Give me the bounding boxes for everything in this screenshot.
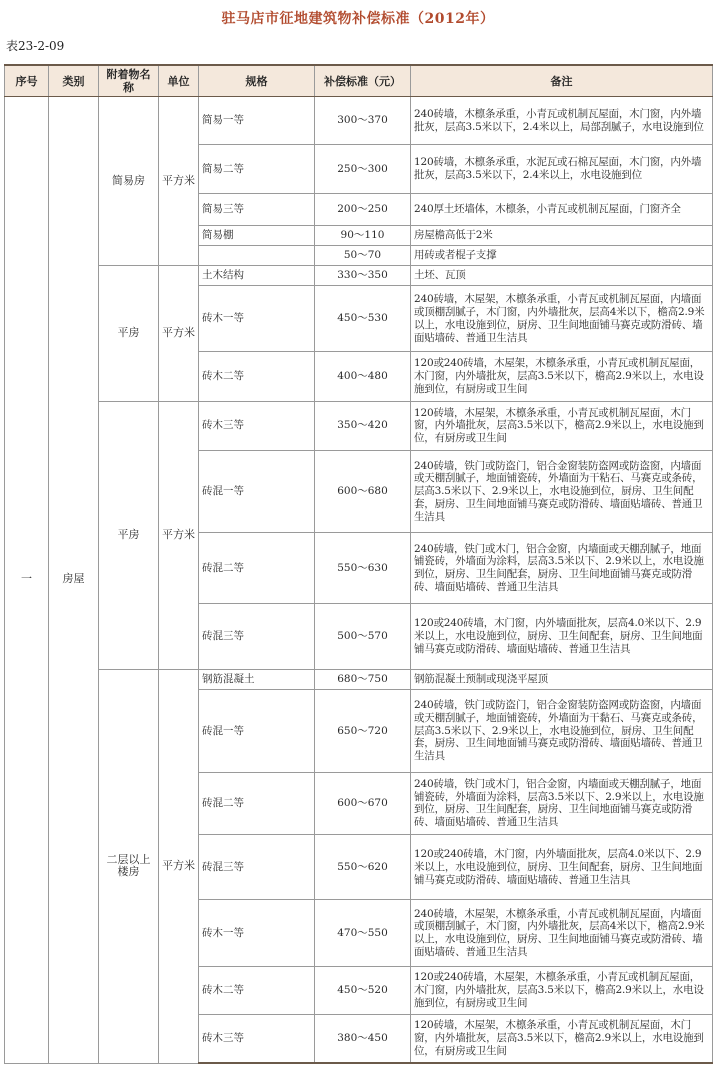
header-seq: 序号 bbox=[5, 65, 49, 97]
group-unit-cell: 平方米 bbox=[159, 97, 199, 266]
standard-cell: 350～420 bbox=[315, 401, 411, 450]
table-number: 表23-2-09 bbox=[6, 39, 65, 53]
header-attached-name: 附着物名称 bbox=[99, 65, 159, 97]
standard-cell: 450～530 bbox=[315, 286, 411, 352]
standard-cell: 450～520 bbox=[315, 966, 411, 1014]
remark-cell: 120砖墙，木屋架，木檩条承重，小青瓦或机制瓦屋面，木门窗，内外墙批灰，层高3.5米以下，檐高2.9米以上，水电设施到位，有厨房或卫生间 bbox=[411, 1015, 713, 1063]
spec-cell: 砖木二等 bbox=[199, 966, 315, 1014]
header-unit: 单位 bbox=[159, 65, 199, 97]
table-row bbox=[5, 670, 713, 690]
header-category: 类别 bbox=[49, 65, 99, 97]
table-row bbox=[5, 401, 713, 450]
standard-cell: 600～680 bbox=[315, 450, 411, 532]
remark-cell: 120或240砖墙，木屋架，木檩条承重，小青瓦或机制瓦屋面，木门窗，内外墙批灰，层高3.5米以下，檐高2.9米以上，水电设施到位，有厨房或卫生间 bbox=[411, 966, 713, 1014]
standard-cell: 680～750 bbox=[315, 670, 411, 690]
remark-cell: 120或240砖墙，木门窗，内外墙面批灰，层高4.0米以下、2.9米以上，水电设施到位，厨房、卫生间配套，厨房、卫生间地面铺马赛克或防滑砖、墙面贴墙砖、普通卫生洁具 bbox=[411, 603, 713, 669]
spec-cell: 砖混一等 bbox=[199, 450, 315, 532]
group-unit-cell: 平方米 bbox=[159, 265, 199, 401]
header-spec: 规格 bbox=[199, 65, 315, 97]
standard-cell: 380～450 bbox=[315, 1015, 411, 1063]
compensation-table bbox=[4, 64, 713, 1064]
group-unit-cell: 平方米 bbox=[159, 401, 199, 670]
spec-cell: 砖混三等 bbox=[199, 603, 315, 669]
spec-cell: 砖木一等 bbox=[199, 286, 315, 352]
remark-cell: 240砖墙，铁门或防盗门，铝合金窗装防盗网或防盗窗，内墙面或天棚刮腻子，地面铺瓷砖，外墙面为干黏石、马赛克或条砖，层高3.5米以下、2.9米以上，水电设施到位，厨房、卫生间配套，厨房、卫生间地面铺马赛克或防滑砖、墙面贴墙砖、普通卫生洁具 bbox=[411, 690, 713, 772]
spec-cell: 砖木三等 bbox=[199, 401, 315, 450]
standard-cell: 330～350 bbox=[315, 265, 411, 285]
header-remark: 备注 bbox=[411, 65, 713, 97]
remark-cell: 120或240砖墙，木门窗，内外墙面批灰，层高4.0米以下、2.9米以上，水电设施到位，厨房、卫生间配套，厨房、卫生间地面铺马赛克或防滑砖、墙面贴墙砖、普通卫生洁具 bbox=[411, 835, 713, 900]
remark-cell: 120砖墙，木屋架，木檩条承重，小青瓦或机制瓦屋面，木门窗，内外墙批灰，层高3.5米以下，檐高2.9米以上，水电设施到位，有厨房或卫生间 bbox=[411, 401, 713, 450]
remark-cell: 钢筋混凝土预制或现浇平屋顶 bbox=[411, 670, 713, 690]
group-name-cell: 简易房 bbox=[99, 97, 159, 266]
standard-cell: 90～110 bbox=[315, 225, 411, 245]
spec-cell: 砖木一等 bbox=[199, 900, 315, 966]
remark-cell: 用砖或者棍子支撑 bbox=[411, 245, 713, 265]
remark-cell: 120砖墙，木檩条承重，水泥瓦或石棉瓦屋面，木门窗，内外墙批灰，层高3.5米以下，2.4米以上，水电设施到位 bbox=[411, 145, 713, 193]
spec-cell: 简易三等 bbox=[199, 193, 315, 225]
spec-cell: 砖混二等 bbox=[199, 772, 315, 834]
header-standard: 补偿标准（元） bbox=[315, 65, 411, 97]
remark-cell: 240厚土坯墙体，木檩条，小青瓦或机制瓦屋面，门窗齐全 bbox=[411, 193, 713, 225]
spec-cell: 砖木二等 bbox=[199, 352, 315, 401]
remark-cell: 房屋檐高低于2米 bbox=[411, 225, 713, 245]
group-name-cell: 平房 bbox=[99, 401, 159, 670]
seq-cell: 一 bbox=[5, 97, 49, 1064]
standard-cell: 50～70 bbox=[315, 245, 411, 265]
standard-cell: 470～550 bbox=[315, 900, 411, 966]
spec-cell: 土木结构 bbox=[199, 265, 315, 285]
standard-cell: 500～570 bbox=[315, 603, 411, 669]
remark-cell: 240砖墙，铁门或防盗门，铝合金窗装防盗网或防盗窗，内墙面或天棚刮腻子，地面铺瓷砖，外墙面为干粘石、马赛克或条砖，层高3.5米以下、2.9米以上，水电设施到位，厨房、卫生间配套，厨房、卫生间地面铺马赛克或防滑砖、墙面贴墙砖、普通卫生洁具 bbox=[411, 450, 713, 532]
standard-cell: 200～250 bbox=[315, 193, 411, 225]
remark-cell: 240砖墙，木屋架，木檩条承重，小青瓦或机制瓦屋面，内墙面或顶棚刮腻子，木门窗，内外墙批灰，层高4米以下，檐高2.9米以上，水电设施到位，厨房、卫生间地面铺马赛克或防滑砖、墙面贴墙砖、普通卫生洁具 bbox=[411, 900, 713, 966]
spec-cell: 简易二等 bbox=[199, 145, 315, 193]
remark-cell: 240砖墙，铁门或木门，铝合金窗，内墙面或天棚刮腻子，地面铺瓷砖，外墙面为涂料，层高3.5米以下、2.9米以上，水电设施到位，厨房、卫生间配套，厨房、卫生间地面铺马赛克或防滑砖、墙面贴墙砖、普通卫生洁具 bbox=[411, 772, 713, 834]
spec-cell bbox=[199, 245, 315, 265]
standard-cell: 600～670 bbox=[315, 772, 411, 834]
spec-cell: 简易一等 bbox=[199, 97, 315, 145]
remark-cell: 240砖墙，铁门或木门，铝合金窗，内墙面或天棚刮腻子，地面铺瓷砖，外墙面为涂料，层高3.5米以下、2.9米以上，水电设施到位，厨房、卫生间配套，厨房、卫生间地面铺马赛克或防滑砖、墙面贴墙砖、普通卫生洁具 bbox=[411, 533, 713, 603]
group-name-cell: 二层以上楼房 bbox=[99, 670, 159, 1063]
category-cell: 房屋 bbox=[49, 97, 99, 1064]
standard-cell: 400～480 bbox=[315, 352, 411, 401]
remark-cell: 240砖墙，木屋架，木檩条承重，小青瓦或机制瓦屋面，内墙面或顶棚刮腻子，木门窗，内外墙批灰，层高4米以下，檐高2.9米以上，水电设施到位，厨房、卫生间地面铺马赛克或防滑砖、墙面贴墙砖、普通卫生洁具 bbox=[411, 286, 713, 352]
standard-cell: 650～720 bbox=[315, 690, 411, 772]
spec-cell: 简易棚 bbox=[199, 225, 315, 245]
page-title: 驻马店市征地建筑物补偿标准（2012年） bbox=[221, 11, 495, 27]
table-row bbox=[5, 265, 713, 285]
header-row bbox=[5, 65, 713, 97]
standard-cell: 300～370 bbox=[315, 97, 411, 145]
remark-cell: 240砖墙，木檩条承重，小青瓦或机制瓦屋面，木门窗，内外墙批灰，层高3.5米以下，2.4米以上，局部刮腻子，水电设施到位 bbox=[411, 97, 713, 145]
group-unit-cell: 平方米 bbox=[159, 670, 199, 1063]
spec-cell: 砖混三等 bbox=[199, 835, 315, 900]
standard-cell: 550～630 bbox=[315, 533, 411, 603]
remark-cell: 土坯、瓦顶 bbox=[411, 265, 713, 285]
spec-cell: 砖混二等 bbox=[199, 533, 315, 603]
remark-cell: 120或240砖墙，木屋架，木檩条承重，小青瓦或机制瓦屋面，木门窗，内外墙批灰，层高3.5米以下，檐高2.9米以上，水电设施到位，有厨房或卫生间 bbox=[411, 352, 713, 401]
spec-cell: 砖混一等 bbox=[199, 690, 315, 772]
standard-cell: 550～620 bbox=[315, 835, 411, 900]
table-row bbox=[5, 97, 713, 145]
standard-cell: 250～300 bbox=[315, 145, 411, 193]
spec-cell: 钢筋混凝土 bbox=[199, 670, 315, 690]
spec-cell: 砖木三等 bbox=[199, 1015, 315, 1063]
group-name-cell: 平房 bbox=[99, 265, 159, 401]
